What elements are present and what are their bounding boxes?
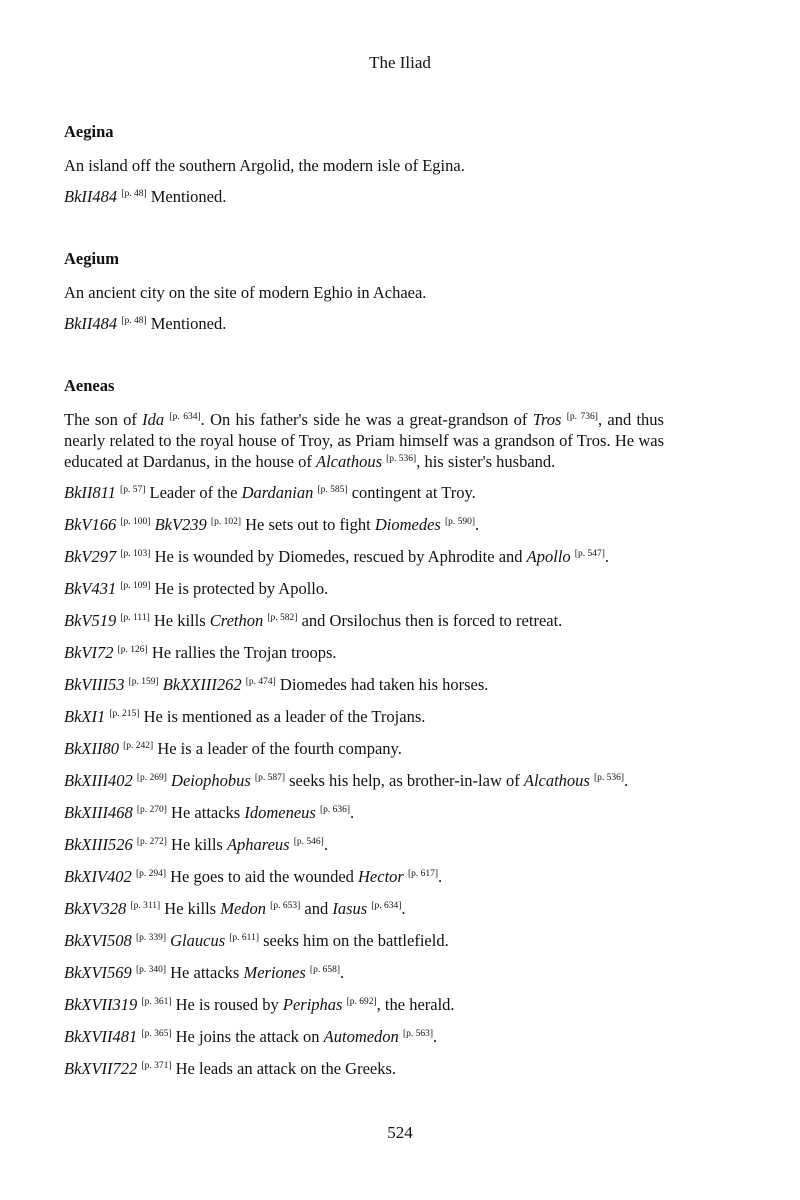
- page-ref: [p. 474]: [245, 677, 276, 687]
- reference-text: Mentioned.: [150, 314, 227, 333]
- reference-text: .: [624, 771, 629, 790]
- page-ref: [p. 103]: [120, 549, 151, 559]
- reference-line: [64, 546, 664, 568]
- page-ref: [p. 617]: [407, 869, 439, 879]
- reference-line: [64, 994, 664, 1016]
- entry-description-aegina: An island off the southern Argolid, the modern isle of Egina.: [64, 156, 465, 175]
- reference-text: seeks his help, as brother-in-law of: [289, 771, 524, 790]
- reference-text: He is mentioned as a leader of the Trojans.: [143, 707, 426, 726]
- cross-ref-link[interactable]: Meriones: [243, 963, 306, 982]
- page-number: 524: [387, 1123, 413, 1142]
- cross-ref-link[interactable]: Ida: [142, 410, 165, 429]
- page-ref: [p. 634]: [371, 901, 402, 911]
- reference-line: [64, 898, 664, 920]
- page-ref: [p. 48]: [121, 316, 147, 326]
- reference-line: [64, 962, 664, 984]
- reference-text: He leads an attack on the Greeks.: [175, 1059, 397, 1078]
- cross-ref-link[interactable]: Dardanian: [241, 483, 314, 502]
- book-ref-link[interactable]: BkII484: [64, 187, 118, 206]
- page-ref: [p. 653]: [270, 901, 301, 911]
- page-ref: [p. 294]: [135, 869, 167, 879]
- page-ref: [p. 215]: [109, 709, 140, 719]
- page-ref: [p. 339]: [135, 933, 167, 943]
- reference-line: [64, 313, 664, 335]
- cross-ref-link[interactable]: Crethon: [209, 611, 264, 630]
- entry-title-aegina: Aegina: [64, 122, 114, 141]
- page-ref: [p. 111]: [120, 613, 150, 623]
- book-ref-link[interactable]: BkXI1: [64, 707, 106, 726]
- reference-text: Diomedes had taken his horses.: [279, 675, 489, 694]
- reference-text: .: [339, 963, 345, 982]
- cross-ref-link[interactable]: Hector: [358, 867, 404, 886]
- page-ref: [p. 563]: [402, 1029, 434, 1039]
- reference-text: He is a leader of the fourth company.: [157, 739, 402, 758]
- page-ref: [p. 272]: [136, 837, 167, 847]
- cross-ref-link[interactable]: Automedon: [323, 1027, 399, 1046]
- cross-ref-link[interactable]: Idomeneus: [244, 803, 316, 822]
- page-ref: [p. 611]: [229, 933, 259, 943]
- reference-text: Mentioned.: [150, 187, 227, 206]
- cross-ref-link[interactable]: Glaucus: [170, 931, 226, 950]
- reference-line: [64, 482, 664, 504]
- reference-line: [64, 514, 664, 536]
- entry-title-aeneas: Aeneas: [64, 376, 115, 395]
- book-ref-link[interactable]: BkV166: [64, 515, 117, 534]
- reference-text: He kills: [153, 611, 210, 630]
- reference-text: .: [604, 547, 609, 566]
- book-ref-link[interactable]: BkXII80: [64, 739, 119, 758]
- cross-ref-link[interactable]: Apollo: [526, 547, 571, 566]
- page-ref: [p. 102]: [210, 517, 241, 527]
- reference-text: He goes to aid the wounded: [170, 867, 359, 886]
- running-head: The Iliad: [369, 53, 431, 72]
- book-ref-link[interactable]: BkXVI508: [64, 931, 132, 950]
- reference-line: [64, 930, 664, 952]
- aeneas-reference-list: [64, 482, 664, 1080]
- book-ref-link[interactable]: BkXV328: [64, 899, 127, 918]
- reference-line: [64, 770, 664, 792]
- reference-line: [64, 738, 664, 760]
- page-ref: [p. 311]: [130, 901, 161, 911]
- reference-text: .: [433, 1027, 438, 1046]
- reference-line: [64, 610, 664, 632]
- reference-line: [64, 642, 664, 664]
- page-ref: [p. 692]: [346, 997, 377, 1007]
- reference-text: He attacks: [170, 963, 244, 982]
- reference-text: He is roused by: [175, 995, 283, 1014]
- page-ref: [p. 658]: [309, 965, 340, 975]
- reference-text: .: [475, 515, 480, 534]
- reference-text: .: [350, 803, 355, 822]
- page-ref: [p. 269]: [136, 773, 167, 783]
- cross-ref-link[interactable]: Periphas: [282, 995, 343, 1014]
- book-ref-link[interactable]: BkII811: [64, 483, 116, 502]
- page-ref: [p. 587]: [254, 773, 285, 783]
- book-ref-link[interactable]: BkXIII468: [64, 803, 133, 822]
- cross-ref-link[interactable]: Tros: [532, 410, 562, 429]
- cross-ref-link[interactable]: Medon: [220, 899, 267, 918]
- reference-text: seeks him on the battlefield.: [263, 931, 449, 950]
- page-ref: [p. 242]: [123, 741, 154, 751]
- reference-line: [64, 802, 664, 824]
- page-ref: [p. 159]: [128, 677, 159, 687]
- book-ref-link[interactable]: BkXIII526: [64, 835, 133, 854]
- page-ref: [p. 582]: [267, 613, 298, 623]
- reference-text: and: [304, 899, 333, 918]
- page-ref: [p. 270]: [136, 805, 167, 815]
- reference-text: and Orsilochus then is forced to retreat.: [301, 611, 563, 630]
- entry-description-aegium: An ancient city on the site of modern Eghio in Achaea.: [64, 283, 427, 302]
- entry-title-aegium: Aegium: [64, 249, 119, 268]
- reference-line: [64, 1026, 664, 1048]
- reference-line: [64, 706, 664, 728]
- page-ref: [p. 361]: [141, 997, 172, 1007]
- book-ref-link[interactable]: BkXIII402: [64, 771, 133, 790]
- cross-ref-link[interactable]: Deiophobus: [171, 771, 251, 790]
- page-ref: [p. 547]: [574, 549, 605, 559]
- book-ref-link[interactable]: BkXVII722: [64, 1059, 138, 1078]
- reference-line: [64, 834, 664, 856]
- page-ref: [p. 371]: [141, 1061, 172, 1071]
- reference-text: Leader of the: [149, 483, 242, 502]
- reference-text: , the herald.: [376, 995, 455, 1014]
- book-ref-link[interactable]: BkXVII481: [64, 1027, 138, 1046]
- entry-description-aeneas: The son of Ida [p. 634]. On his father's side he was a great-grandson of Tros [p. 736], and thus nearly related to the royal house of Troy, as Priam himself was a grandson of Tros. He was educated at Dardanus, in the house of Alcathous [p. 536], his sister's husband.: [64, 410, 664, 471]
- book-ref-link[interactable]: BkVI72: [64, 643, 114, 662]
- book-ref-link[interactable]: BkXVI569: [64, 963, 132, 982]
- page-ref: [p. 100]: [120, 517, 151, 527]
- reference-text: He is protected by Apollo.: [154, 579, 329, 598]
- book-ref-link[interactable]: BkV239: [154, 515, 207, 534]
- cross-ref-link[interactable]: Iasus: [332, 899, 368, 918]
- book-ref-link[interactable]: BkXXIII262: [162, 675, 242, 694]
- page-ref: [p. 585]: [317, 485, 348, 495]
- reference-text: .: [438, 867, 443, 886]
- reference-text: He rallies the Trojan troops.: [151, 643, 337, 662]
- page-ref: [p. 590]: [444, 517, 476, 527]
- reference-line: [64, 578, 664, 600]
- cross-ref-link[interactable]: Diomedes: [374, 515, 441, 534]
- page-ref: [p. 536]: [593, 773, 625, 783]
- book-ref-link[interactable]: BkV519: [64, 611, 117, 630]
- cross-ref-link[interactable]: Alcathous: [316, 452, 382, 471]
- book-ref-link[interactable]: BkII484: [64, 314, 118, 333]
- reference-text: He sets out to fight: [245, 515, 375, 534]
- book-ref-link[interactable]: BkXVII319: [64, 995, 138, 1014]
- page-ref: [p. 48]: [121, 189, 147, 199]
- page-ref: [p. 546]: [293, 837, 324, 847]
- book-ref-link[interactable]: BkXIV402: [64, 867, 132, 886]
- reference-text: He kills: [164, 899, 221, 918]
- book-ref-link[interactable]: BkV297: [64, 547, 117, 566]
- reference-line: [64, 674, 664, 696]
- page-ref: [p. 109]: [120, 581, 151, 591]
- reference-line: [64, 866, 664, 888]
- reference-text: He joins the attack on: [175, 1027, 324, 1046]
- cross-ref-link[interactable]: Alcathous: [523, 771, 590, 790]
- page-ref: [p. 126]: [117, 645, 148, 655]
- reference-text: He kills: [171, 835, 227, 854]
- book-ref-link[interactable]: BkV431: [64, 579, 117, 598]
- page-ref: [p. 57]: [120, 485, 146, 495]
- reference-text: .: [401, 899, 406, 918]
- cross-ref-link[interactable]: Aphareus: [226, 835, 290, 854]
- page-ref: [p. 340]: [135, 965, 167, 975]
- book-ref-link[interactable]: BkVIII53: [64, 675, 125, 694]
- page-content: [64, 121, 664, 1080]
- reference-text: contingent at Troy.: [351, 483, 476, 502]
- page-ref: [p. 636]: [319, 805, 351, 815]
- reference-text: He attacks: [171, 803, 245, 822]
- page-ref: [p. 365]: [141, 1029, 172, 1039]
- reference-text: He is wounded by Diomedes, rescued by Aphrodite and: [154, 547, 527, 566]
- reference-line: [64, 1058, 664, 1080]
- reference-line: [64, 186, 664, 208]
- reference-text: .: [323, 835, 328, 854]
